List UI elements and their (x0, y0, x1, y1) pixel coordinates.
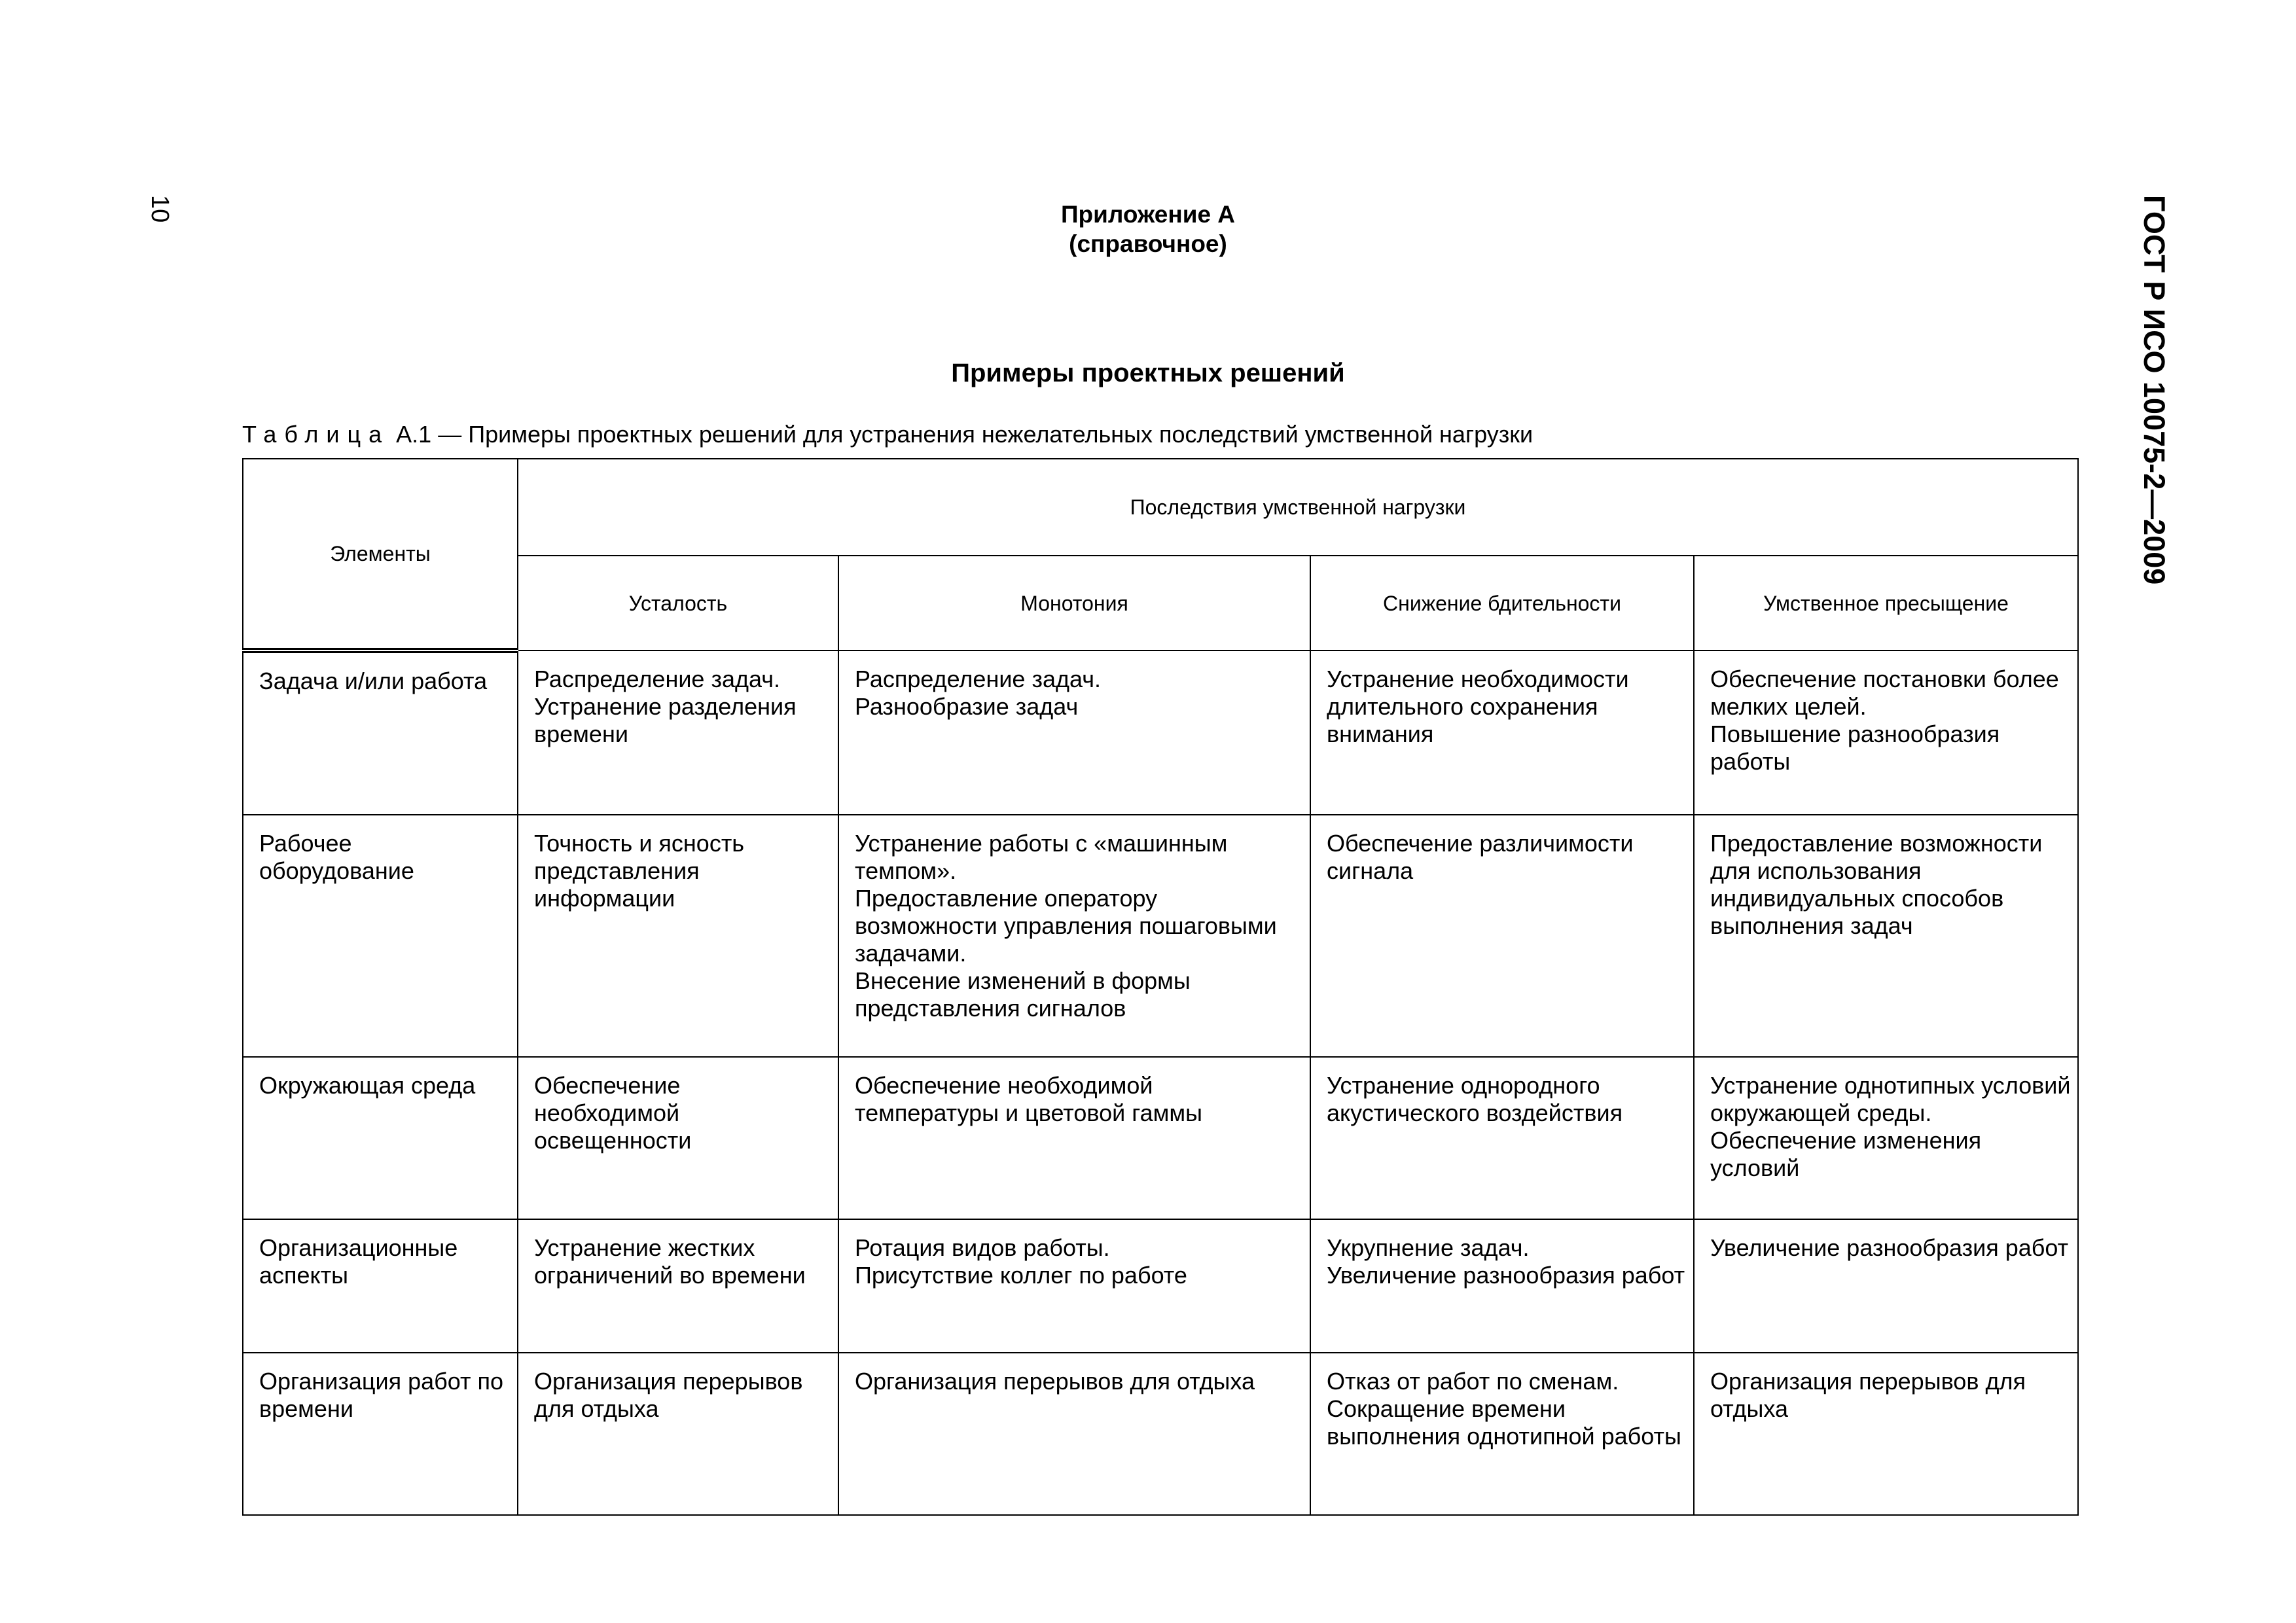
table-cell (1310, 815, 1694, 1057)
row-element-label: Задача и/или работа (243, 651, 518, 815)
cell-text-line: Устранение разделения времени (534, 693, 797, 747)
cell-text-line: Устранение необходимости длительного сохранения внимания (1327, 666, 1629, 747)
document-code: ГОСТ Р ИСО 10075-2—2009 (2138, 195, 2171, 585)
row-element-label: Рабочее оборудование (243, 815, 518, 1057)
table-cell (1694, 815, 2078, 1057)
cell-text-line: Укрупнение задач. (1327, 1234, 1530, 1261)
cell-text-line: Обеспечение необходимой освещенности (534, 1072, 692, 1154)
cell-text-line: Распределение задач. (534, 666, 780, 692)
row-element-label: Организационные аспекты (243, 1219, 518, 1353)
cell-text-line: Внесение изменений в формы представления сигналов (855, 967, 1191, 1022)
appendix-heading (0, 200, 2296, 259)
cell-text-line: Устранение жестких ограничений во времени (534, 1234, 806, 1289)
elements-header: Элементы (243, 459, 518, 651)
column-header-monotony: Монотония (838, 556, 1310, 651)
cell-text-line: Обеспечение постановки более мелких целей. (1710, 666, 2059, 720)
effects-group-header: Последствия умственной нагрузки (518, 459, 2078, 556)
row-element-label: Организация работ по времени (243, 1353, 518, 1515)
column-header-satiation: Умственное пресыщение (1694, 556, 2078, 651)
cell-text-line: Распределение задач. (855, 666, 1101, 692)
table-row (243, 651, 2078, 815)
cell-text-line: Устранение однородного акустического воздействия (1327, 1072, 1623, 1126)
table-row (243, 1057, 2078, 1219)
table-cell (838, 1219, 1310, 1353)
row-element-label: Окружающая среда (243, 1057, 518, 1219)
table-cell (1310, 1219, 1694, 1353)
cell-text-line: Устранение работы с «машинным темпом». (855, 830, 1228, 884)
table-cell (838, 815, 1310, 1057)
design-solutions-table (242, 458, 2079, 1516)
table-row (243, 1353, 2078, 1515)
table-cell (838, 1057, 1310, 1219)
cell-text-line: Предоставление оператору возможности управления пошаговыми задачами. (855, 885, 1277, 967)
table-cell (518, 1219, 838, 1353)
column-header-fatigue: Усталость (518, 556, 838, 651)
table-cell (838, 1353, 1310, 1515)
appendix-title: Приложение А (1060, 201, 1236, 228)
table-caption-label: Таблица (242, 421, 390, 448)
table-cell (1694, 1219, 2078, 1353)
cell-text-line: Ротация видов работы. (855, 1234, 1110, 1261)
column-header-vigilance: Снижение бдительности (1310, 556, 1694, 651)
table-cell (518, 1057, 838, 1219)
table-cell (838, 651, 1310, 815)
cell-text-line: Отказ от работ по сменам. (1327, 1368, 1619, 1395)
table-row (243, 1219, 2078, 1353)
table-cell (1310, 1057, 1694, 1219)
cell-text-line: Разнообразие задач (855, 693, 1079, 720)
cell-text-line: Устранение однотипных условий окружающей среды. (1710, 1072, 2071, 1126)
cell-text-line: Увеличение разнообразия работ (1710, 1234, 2069, 1261)
page-number: 10 (146, 195, 173, 223)
table-cell (1310, 651, 1694, 815)
appendix-subtitle: (справочное) (1069, 230, 1227, 257)
table-caption (242, 421, 1533, 448)
table-cell (1694, 1057, 2078, 1219)
cell-text-line: Организация перерывов для отдыха (855, 1368, 1255, 1395)
cell-text-line: Обеспечение необходимой температуры и цветовой гаммы (855, 1072, 1202, 1126)
cell-text-line: Обеспечение изменения условий (1710, 1127, 1982, 1181)
table-cell (1310, 1353, 1694, 1515)
section-title: Примеры проектных решений (951, 359, 1345, 387)
cell-text-line: Повышение разнообразия работы (1710, 721, 2000, 775)
cell-text-line: Точность и ясность представления информации (534, 830, 745, 912)
cell-text-line: Сокращение времени выполнения однотипной работы (1327, 1395, 1681, 1450)
table-row (243, 815, 2078, 1057)
table-cell (1694, 651, 2078, 815)
table-cell (518, 815, 838, 1057)
table-caption-text: А.1 — Примеры проектных решений для устранения нежелательных последствий умственной нагрузки (396, 421, 1534, 448)
table-cell (518, 651, 838, 815)
table-cell (1694, 1353, 2078, 1515)
table-cell (518, 1353, 838, 1515)
cell-text-line: Предоставление возможности для использования индивидуальных способов выполнения задач (1710, 830, 2043, 939)
table-header-row (243, 459, 2078, 556)
cell-text-line: Увеличение разнообразия работ (1327, 1262, 1685, 1289)
cell-text-line: Организация перерывов для отдыха (1710, 1368, 2026, 1422)
table-subheader-row (243, 556, 2078, 651)
cell-text-line: Присутствие коллег по работе (855, 1262, 1187, 1289)
cell-text-line: Организация перерывов для отдыха (534, 1368, 803, 1422)
cell-text-line: Обеспечение различимости сигнала (1327, 830, 1634, 884)
